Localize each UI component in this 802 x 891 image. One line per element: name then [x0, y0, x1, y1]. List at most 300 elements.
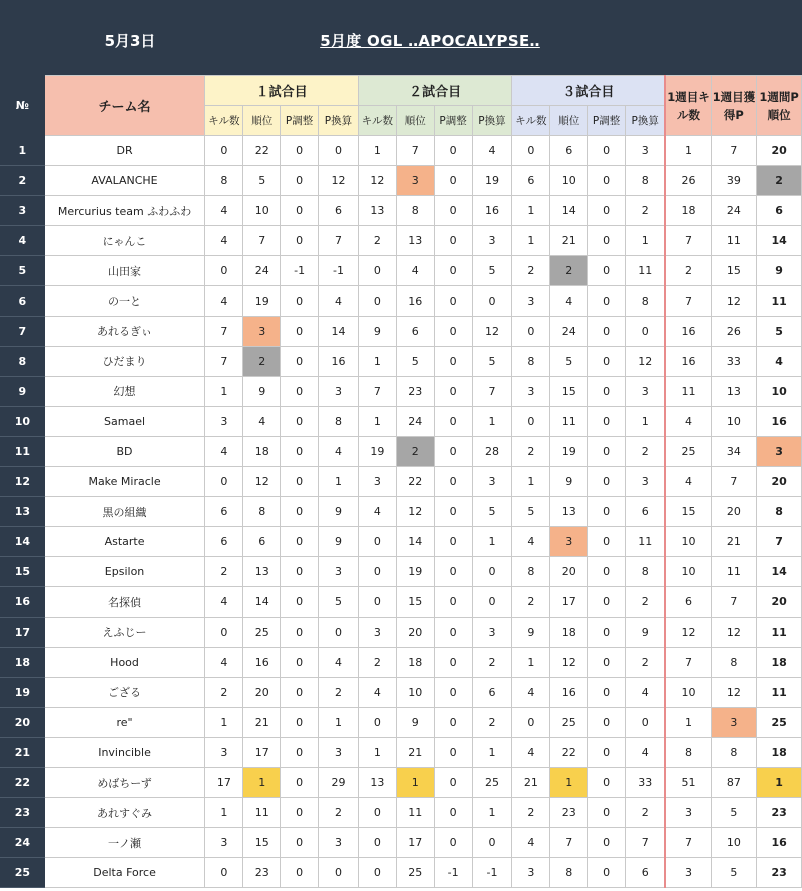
week-points-cell: 15: [711, 256, 757, 286]
row-number: 22: [1, 767, 45, 797]
g3-adjust-cell: 0: [588, 647, 626, 677]
row-number: 6: [1, 286, 45, 316]
g3-kills-cell: 0: [512, 136, 550, 166]
g3-rank-cell: 21: [550, 226, 588, 256]
g1-rank-cell: 17: [243, 737, 281, 767]
week-points-cell: 12: [711, 286, 757, 316]
g1-adjust-cell: 0: [281, 707, 319, 737]
g1-adjust-cell: 0: [281, 226, 319, 256]
g1-points-cell: 4: [319, 286, 359, 316]
team-name: re": [44, 707, 205, 737]
g1-adjust-cell: 0: [281, 436, 319, 466]
g2-kills-cell: 1: [358, 406, 396, 436]
week-rank-cell: 5: [757, 316, 802, 346]
g2-points-cell: 5: [472, 497, 512, 527]
g2-adjust-cell: 0: [434, 226, 472, 256]
g3-points-cell: 11: [626, 527, 666, 557]
g3-kills-cell: 3: [512, 286, 550, 316]
g1-points-cell: 4: [319, 647, 359, 677]
table-row: [1, 467, 802, 497]
g3-kills-cell: 4: [512, 737, 550, 767]
g3-adjust-cell: 0: [588, 527, 626, 557]
table-row: [1, 767, 802, 797]
week-kills-cell: 18: [665, 196, 711, 226]
week-rank-cell: 3: [757, 436, 802, 466]
team-name: 名探偵: [44, 587, 205, 617]
g1-rank-cell: 2: [243, 346, 281, 376]
week-kills-cell: 6: [665, 587, 711, 617]
row-number: 16: [1, 587, 45, 617]
g1-kills-cell: 4: [205, 647, 243, 677]
g2-points-cell: -1: [472, 858, 512, 888]
g2-rank-cell: 5: [396, 346, 434, 376]
week-points-cell: 8: [711, 737, 757, 767]
g1-rank-cell: 16: [243, 647, 281, 677]
week-rank-cell: 23: [757, 858, 802, 888]
week-points-cell: 7: [711, 136, 757, 166]
g1-points-cell: 2: [319, 798, 359, 828]
g1-adjust-cell: 0: [281, 828, 319, 858]
g2-adjust-cell: 0: [434, 467, 472, 497]
g3-rank-cell: 3: [550, 527, 588, 557]
g2-points-cell: 1: [472, 737, 512, 767]
row-number: 4: [1, 226, 45, 256]
g1-rank-cell: 21: [243, 707, 281, 737]
g1-points-cell: -1: [319, 256, 359, 286]
g2-kills-cell: 0: [358, 557, 396, 587]
g2-points-cell: 4: [472, 136, 512, 166]
g3-points-cell: 2: [626, 436, 666, 466]
team-name: あれるぎぃ: [44, 316, 205, 346]
g2-rank-cell: 22: [396, 467, 434, 497]
team-name: Hood: [44, 647, 205, 677]
week-kills-cell: 51: [665, 767, 711, 797]
week-points-cell: 12: [711, 677, 757, 707]
g1-adjust-cell: -1: [281, 256, 319, 286]
g3-kills-cell: 4: [512, 828, 550, 858]
g3-kills-cell: 9: [512, 617, 550, 647]
g1-points-cell: 0: [319, 136, 359, 166]
g1-points-cell: 9: [319, 527, 359, 557]
g1-points-cell: 3: [319, 376, 359, 406]
g3-points-cell: 4: [626, 737, 666, 767]
g3-rank-cell: 25: [550, 707, 588, 737]
g3-points-cell: 3: [626, 376, 666, 406]
g1-rank-cell: 24: [243, 256, 281, 286]
week-rank-cell: 1: [757, 767, 802, 797]
week-points-cell: 87: [711, 767, 757, 797]
team-name: にゃんこ: [44, 226, 205, 256]
team-name: あれすぐみ: [44, 798, 205, 828]
week-points-cell: 8: [711, 647, 757, 677]
g1-kills-cell: 7: [205, 346, 243, 376]
g3-points-cell: 11: [626, 256, 666, 286]
g3-kills-cell: 1: [512, 226, 550, 256]
match-date: 5月3日: [104, 32, 156, 50]
table-row: [1, 226, 802, 256]
g2-rank-cell: 13: [396, 226, 434, 256]
table-row: [1, 406, 802, 436]
g1-rank-cell: 18: [243, 436, 281, 466]
g3-adjust-cell: 0: [588, 376, 626, 406]
g1-kills-cell: 6: [205, 497, 243, 527]
g3-adjust-cell: 0: [588, 346, 626, 376]
g2-adjust-cell: 0: [434, 707, 472, 737]
g1-points-cell: 7: [319, 226, 359, 256]
week-points-cell: 5: [711, 798, 757, 828]
g2-rank-cell: 4: [396, 256, 434, 286]
g1-adjust-cell: 0: [281, 557, 319, 587]
col-header-week-rank: 1週間P順位: [757, 76, 802, 136]
table-row: [1, 647, 802, 677]
row-number: 23: [1, 798, 45, 828]
g1-points-cell: 3: [319, 557, 359, 587]
g2-adjust-cell: 0: [434, 737, 472, 767]
team-name: AVALANCHE: [44, 166, 205, 196]
g3-points-cell: 2: [626, 798, 666, 828]
g2-kills-cell: 1: [358, 136, 396, 166]
g3-adjust-cell: 0: [588, 677, 626, 707]
g3-kills-cell: 2: [512, 798, 550, 828]
g2-kills-cell: 19: [358, 436, 396, 466]
g2-adjust-cell: 0: [434, 256, 472, 286]
week-kills-cell: 7: [665, 828, 711, 858]
week-kills-cell: 2: [665, 256, 711, 286]
week-kills-cell: 3: [665, 858, 711, 888]
g1-adjust-cell: 0: [281, 376, 319, 406]
g3-rank-cell: 17: [550, 587, 588, 617]
team-name: えふじー: [44, 617, 205, 647]
row-number: 5: [1, 256, 45, 286]
g3-adjust-cell: 0: [588, 166, 626, 196]
g1-rank-cell: 15: [243, 828, 281, 858]
g3-rank-cell: 16: [550, 677, 588, 707]
week-kills-cell: 10: [665, 677, 711, 707]
g1-rank-cell: 22: [243, 136, 281, 166]
week-kills-cell: 26: [665, 166, 711, 196]
g3-points-cell: 0: [626, 316, 666, 346]
g2-points-cell: 1: [472, 406, 512, 436]
team-name: 黒の組織: [44, 497, 205, 527]
g2-points-cell: 0: [472, 587, 512, 617]
g1-kills-cell: 0: [205, 617, 243, 647]
week-rank-cell: 14: [757, 226, 802, 256]
g3-rank-cell: 12: [550, 647, 588, 677]
g3-points-cell: 1: [626, 406, 666, 436]
g1-rank-cell: 10: [243, 196, 281, 226]
row-number: 20: [1, 707, 45, 737]
sub-header-rank: 順位: [550, 106, 588, 136]
g2-rank-cell: 24: [396, 406, 434, 436]
g2-adjust-cell: 0: [434, 196, 472, 226]
g3-points-cell: 6: [626, 858, 666, 888]
g1-points-cell: 1: [319, 467, 359, 497]
standings-table: [0, 75, 802, 888]
g3-adjust-cell: 0: [588, 557, 626, 587]
g3-rank-cell: 22: [550, 737, 588, 767]
week-points-cell: 11: [711, 226, 757, 256]
team-name: 幻想: [44, 376, 205, 406]
row-number: 25: [1, 858, 45, 888]
g3-rank-cell: 24: [550, 316, 588, 346]
g3-rank-cell: 23: [550, 798, 588, 828]
g3-rank-cell: 14: [550, 196, 588, 226]
g3-rank-cell: 2: [550, 256, 588, 286]
g2-points-cell: 5: [472, 346, 512, 376]
g1-kills-cell: 4: [205, 286, 243, 316]
g3-kills-cell: 2: [512, 436, 550, 466]
week-rank-cell: 7: [757, 527, 802, 557]
g2-rank-cell: 6: [396, 316, 434, 346]
g2-kills-cell: 13: [358, 196, 396, 226]
g2-kills-cell: 4: [358, 677, 396, 707]
g3-kills-cell: 0: [512, 406, 550, 436]
table-row: [1, 707, 802, 737]
g2-rank-cell: 2: [396, 436, 434, 466]
g2-rank-cell: 10: [396, 677, 434, 707]
table-row: [1, 497, 802, 527]
col-header-week-points: 1週目獲得P: [711, 76, 757, 136]
g1-points-cell: 0: [319, 617, 359, 647]
sub-header-points: P換算: [626, 106, 666, 136]
g3-rank-cell: 20: [550, 557, 588, 587]
g2-rank-cell: 23: [396, 376, 434, 406]
g2-adjust-cell: 0: [434, 436, 472, 466]
g2-rank-cell: 9: [396, 707, 434, 737]
g1-kills-cell: 17: [205, 767, 243, 797]
g1-adjust-cell: 0: [281, 166, 319, 196]
g3-adjust-cell: 0: [588, 737, 626, 767]
g2-points-cell: 19: [472, 166, 512, 196]
g3-adjust-cell: 0: [588, 316, 626, 346]
week-rank-cell: 18: [757, 737, 802, 767]
week-kills-cell: 1: [665, 707, 711, 737]
row-number: 14: [1, 527, 45, 557]
week-kills-cell: 25: [665, 436, 711, 466]
g2-adjust-cell: 0: [434, 767, 472, 797]
g3-adjust-cell: 0: [588, 226, 626, 256]
week-kills-cell: 11: [665, 376, 711, 406]
table-row: [1, 557, 802, 587]
week-points-cell: 3: [711, 707, 757, 737]
g3-rank-cell: 6: [550, 136, 588, 166]
g3-rank-cell: 18: [550, 617, 588, 647]
g1-points-cell: 9: [319, 497, 359, 527]
g2-rank-cell: 11: [396, 798, 434, 828]
g2-adjust-cell: 0: [434, 677, 472, 707]
g2-points-cell: 3: [472, 617, 512, 647]
g2-adjust-cell: 0: [434, 557, 472, 587]
week-kills-cell: 1: [665, 136, 711, 166]
g2-kills-cell: 1: [358, 737, 396, 767]
g2-kills-cell: 0: [358, 527, 396, 557]
g3-kills-cell: 0: [512, 316, 550, 346]
sub-header-points: P換算: [472, 106, 512, 136]
g1-points-cell: 3: [319, 828, 359, 858]
g2-adjust-cell: 0: [434, 497, 472, 527]
week-kills-cell: 10: [665, 557, 711, 587]
g1-rank-cell: 7: [243, 226, 281, 256]
table-row: [1, 166, 802, 196]
g3-kills-cell: 2: [512, 587, 550, 617]
table-row: [1, 737, 802, 767]
week-points-cell: 10: [711, 406, 757, 436]
g1-rank-cell: 5: [243, 166, 281, 196]
g1-kills-cell: 0: [205, 136, 243, 166]
g2-points-cell: 0: [472, 828, 512, 858]
g1-rank-cell: 4: [243, 406, 281, 436]
table-row: [1, 617, 802, 647]
g1-adjust-cell: 0: [281, 497, 319, 527]
g2-kills-cell: 3: [358, 467, 396, 497]
row-number: 11: [1, 436, 45, 466]
week-points-cell: 7: [711, 587, 757, 617]
week-rank-cell: 23: [757, 798, 802, 828]
row-number: 10: [1, 406, 45, 436]
g3-adjust-cell: 0: [588, 707, 626, 737]
week-kills-cell: 3: [665, 798, 711, 828]
g1-adjust-cell: 0: [281, 617, 319, 647]
team-name: の一と: [44, 286, 205, 316]
week-points-cell: 5: [711, 858, 757, 888]
g3-adjust-cell: 0: [588, 587, 626, 617]
g1-rank-cell: 1: [243, 767, 281, 797]
g2-adjust-cell: 0: [434, 587, 472, 617]
g2-rank-cell: 14: [396, 527, 434, 557]
g3-rank-cell: 5: [550, 346, 588, 376]
week-points-cell: 12: [711, 617, 757, 647]
title-bar: [0, 0, 802, 75]
week-rank-cell: 8: [757, 497, 802, 527]
week-rank-cell: 20: [757, 587, 802, 617]
week-rank-cell: 16: [757, 828, 802, 858]
g3-rank-cell: 7: [550, 828, 588, 858]
week-kills-cell: 16: [665, 346, 711, 376]
week-rank-cell: 18: [757, 647, 802, 677]
table-row: [1, 346, 802, 376]
table-row: [1, 196, 802, 226]
g2-adjust-cell: 0: [434, 527, 472, 557]
g1-kills-cell: 4: [205, 196, 243, 226]
week-kills-cell: 4: [665, 406, 711, 436]
g2-points-cell: 28: [472, 436, 512, 466]
g3-kills-cell: 5: [512, 497, 550, 527]
row-number: 12: [1, 467, 45, 497]
table-row: [1, 828, 802, 858]
g2-rank-cell: 15: [396, 587, 434, 617]
g3-rank-cell: 1: [550, 767, 588, 797]
g1-kills-cell: 0: [205, 256, 243, 286]
g1-adjust-cell: 0: [281, 587, 319, 617]
g2-points-cell: 12: [472, 316, 512, 346]
row-number: 17: [1, 617, 45, 647]
week-points-cell: 33: [711, 346, 757, 376]
g3-points-cell: 6: [626, 497, 666, 527]
row-number: 19: [1, 677, 45, 707]
week-kills-cell: 12: [665, 617, 711, 647]
table-row: [1, 376, 802, 406]
sub-header-rank: 順位: [243, 106, 281, 136]
week-points-cell: 34: [711, 436, 757, 466]
week-kills-cell: 8: [665, 737, 711, 767]
g2-kills-cell: 3: [358, 617, 396, 647]
g3-points-cell: 9: [626, 617, 666, 647]
g3-adjust-cell: 0: [588, 798, 626, 828]
sub-header-rank: 順位: [396, 106, 434, 136]
week-rank-cell: 9: [757, 256, 802, 286]
col-header-game1: １試合目: [205, 76, 359, 106]
g2-kills-cell: 0: [358, 286, 396, 316]
g2-points-cell: 0: [472, 286, 512, 316]
g3-points-cell: 8: [626, 166, 666, 196]
week-rank-cell: 11: [757, 617, 802, 647]
g1-points-cell: 0: [319, 858, 359, 888]
week-points-cell: 24: [711, 196, 757, 226]
g2-kills-cell: 1: [358, 346, 396, 376]
g2-rank-cell: 16: [396, 286, 434, 316]
row-number: 13: [1, 497, 45, 527]
g3-adjust-cell: 0: [588, 406, 626, 436]
col-header-no: №: [1, 76, 45, 136]
g2-rank-cell: 3: [396, 166, 434, 196]
g1-rank-cell: 9: [243, 376, 281, 406]
g1-adjust-cell: 0: [281, 677, 319, 707]
sub-header-adjust: P調整: [434, 106, 472, 136]
g3-points-cell: 8: [626, 557, 666, 587]
g2-points-cell: 6: [472, 677, 512, 707]
g1-points-cell: 6: [319, 196, 359, 226]
standings-rows: [1, 136, 802, 888]
g3-adjust-cell: 0: [588, 256, 626, 286]
g2-points-cell: 16: [472, 196, 512, 226]
g2-points-cell: 0: [472, 557, 512, 587]
week-kills-cell: 16: [665, 316, 711, 346]
g2-rank-cell: 20: [396, 617, 434, 647]
table-row: [1, 798, 802, 828]
g2-points-cell: 1: [472, 798, 512, 828]
g1-kills-cell: 7: [205, 316, 243, 346]
row-number: 9: [1, 376, 45, 406]
g1-adjust-cell: 0: [281, 737, 319, 767]
g1-kills-cell: 0: [205, 467, 243, 497]
g3-adjust-cell: 0: [588, 617, 626, 647]
g3-kills-cell: 1: [512, 467, 550, 497]
g1-kills-cell: 3: [205, 406, 243, 436]
g3-points-cell: 7: [626, 828, 666, 858]
g1-kills-cell: 0: [205, 858, 243, 888]
col-header-game2: ２試合目: [358, 76, 512, 106]
g1-adjust-cell: 0: [281, 286, 319, 316]
team-name: ひだまり: [44, 346, 205, 376]
g3-rank-cell: 10: [550, 166, 588, 196]
g1-kills-cell: 3: [205, 828, 243, 858]
g1-kills-cell: 1: [205, 798, 243, 828]
table-row: [1, 316, 802, 346]
row-number: 8: [1, 346, 45, 376]
week-rank-cell: 11: [757, 286, 802, 316]
row-number: 1: [1, 136, 45, 166]
table-row: [1, 256, 802, 286]
g1-points-cell: 14: [319, 316, 359, 346]
g2-points-cell: 2: [472, 647, 512, 677]
table-row: [1, 527, 802, 557]
sub-header-kills: キル数: [512, 106, 550, 136]
g2-rank-cell: 19: [396, 557, 434, 587]
table-row: [1, 286, 802, 316]
g1-kills-cell: 4: [205, 587, 243, 617]
g3-points-cell: 33: [626, 767, 666, 797]
team-name: Astarte: [44, 527, 205, 557]
